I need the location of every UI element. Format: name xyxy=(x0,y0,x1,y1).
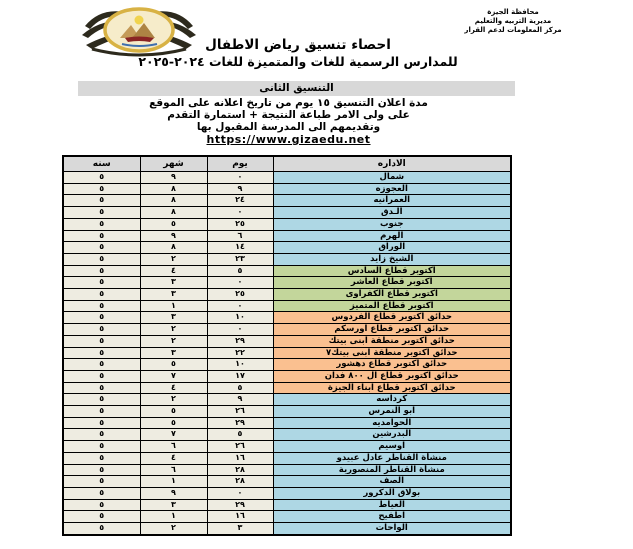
table-row xyxy=(63,347,511,359)
admin-cell: الـدق xyxy=(273,207,511,219)
notice-line-3: وتقديمهم الى المدرسة المقبول بها xyxy=(196,121,381,133)
month-cell: ٨ xyxy=(140,183,207,195)
year-cell: ٥ xyxy=(63,183,140,195)
month-cell: ٣ xyxy=(140,289,207,301)
table-row xyxy=(63,452,511,464)
table-row xyxy=(63,324,511,336)
year-cell: ٥ xyxy=(63,370,140,382)
org-header xyxy=(448,8,578,35)
admin-cell: حدائق اكتوبر منطقة ابنى بيتك xyxy=(273,335,511,347)
year-cell: ٥ xyxy=(63,265,140,277)
year-cell: ٥ xyxy=(63,300,140,312)
admin-cell: العمرانيه xyxy=(273,195,511,207)
day-cell: ٢٣ xyxy=(207,253,273,265)
day-cell: ٠ xyxy=(207,277,273,289)
table-row xyxy=(63,242,511,254)
table-row xyxy=(63,289,511,301)
table-row xyxy=(63,429,511,441)
month-cell: ٨ xyxy=(140,207,207,219)
org-line-governorate: محافظة الجيزة xyxy=(487,8,539,16)
month-cell: ٣ xyxy=(140,499,207,511)
admin-cell: الوراق xyxy=(273,242,511,254)
day-cell: ٥ xyxy=(207,265,273,277)
month-cell: ١ xyxy=(140,300,207,312)
admin-cell: حدائق اكتوبر قطاع ابناء الجيزة xyxy=(273,382,511,394)
month-cell: ٨ xyxy=(140,195,207,207)
month-cell: ٩ xyxy=(140,487,207,499)
year-cell: ٥ xyxy=(63,172,140,184)
year-cell: ٥ xyxy=(63,335,140,347)
admin-cell: حدائق اكتوبر قطاع ال ٨٠٠ فدان xyxy=(273,370,511,382)
admin-cell: العياط xyxy=(273,499,511,511)
table-row xyxy=(63,370,511,382)
header-day: يوم xyxy=(207,156,273,172)
year-cell: ٥ xyxy=(63,406,140,418)
year-cell: ٥ xyxy=(63,312,140,324)
month-cell: ٤ xyxy=(140,452,207,464)
admin-cell: الواحات xyxy=(273,523,511,535)
year-cell: ٥ xyxy=(63,429,140,441)
year-cell: ٥ xyxy=(63,487,140,499)
month-cell: ٧ xyxy=(140,370,207,382)
day-cell: ١٠ xyxy=(207,312,273,324)
table-body xyxy=(63,172,511,535)
month-cell: ٩ xyxy=(140,230,207,242)
admin-cell: اطفيح xyxy=(273,511,511,523)
table-row xyxy=(63,499,511,511)
notice-line-2: على ولى الامر طباعة النتيجة + استمارة التقدم xyxy=(167,109,410,121)
day-cell: ٢٢ xyxy=(207,347,273,359)
month-cell: ٨ xyxy=(140,242,207,254)
month-cell: ١ xyxy=(140,476,207,488)
table-row xyxy=(63,417,511,429)
notice-block xyxy=(62,97,515,146)
table-row xyxy=(63,265,511,277)
day-cell: ٥ xyxy=(207,382,273,394)
table-row xyxy=(63,312,511,324)
year-cell: ٥ xyxy=(63,242,140,254)
year-cell: ٥ xyxy=(63,253,140,265)
org-line-center: مركز المعلومات لدعم القرار xyxy=(464,26,562,34)
admin-cell: ابو النمرس xyxy=(273,406,511,418)
year-cell: ٥ xyxy=(63,277,140,289)
day-cell: ٠ xyxy=(207,207,273,219)
month-cell: ٤ xyxy=(140,265,207,277)
day-cell: ١٤ xyxy=(207,242,273,254)
month-cell: ٩ xyxy=(140,172,207,184)
gizaedu-link[interactable]: https://www.gizaedu.net xyxy=(206,133,371,146)
month-cell: ٣ xyxy=(140,312,207,324)
admin-cell: البدرشين xyxy=(273,429,511,441)
day-cell: ٢٥ xyxy=(207,218,273,230)
day-cell: ٠ xyxy=(207,172,273,184)
day-cell: ٢٦ xyxy=(207,406,273,418)
month-cell: ١ xyxy=(140,511,207,523)
month-cell: ٥ xyxy=(140,359,207,371)
day-cell: ٢٩ xyxy=(207,335,273,347)
admin-cell: اكتوبر قطاع السادس xyxy=(273,265,511,277)
admin-cell: حدائق اكتوبر قطاع اورسكم xyxy=(273,324,511,336)
month-cell: ٥ xyxy=(140,218,207,230)
notice-line-1: مدة اعلان التنسيق ١٥ يوم من تاريخ اعلانه على الموقع xyxy=(149,97,428,109)
table-row xyxy=(63,511,511,523)
table-row xyxy=(63,230,511,242)
admin-cell: شمال xyxy=(273,172,511,184)
day-cell: ٠ xyxy=(207,487,273,499)
coordination-phase-banner: التنسيق الثانى xyxy=(78,81,515,96)
day-cell: ٠ xyxy=(207,324,273,336)
month-cell: ٢ xyxy=(140,523,207,535)
year-cell: ٥ xyxy=(63,218,140,230)
table-row xyxy=(63,183,511,195)
year-cell: ٥ xyxy=(63,476,140,488)
day-cell: ٦ xyxy=(207,230,273,242)
year-cell: ٥ xyxy=(63,511,140,523)
admin-cell: الصف xyxy=(273,476,511,488)
month-cell: ٢ xyxy=(140,324,207,336)
day-cell: ٩ xyxy=(207,183,273,195)
year-cell: ٥ xyxy=(63,324,140,336)
day-cell: ١٦ xyxy=(207,511,273,523)
table-row xyxy=(63,335,511,347)
org-line-directorate: مديرية التربيه والتعليم xyxy=(474,17,552,25)
year-cell: ٥ xyxy=(63,382,140,394)
table-header-row xyxy=(63,156,511,172)
day-cell: ٢٩ xyxy=(207,417,273,429)
table-row xyxy=(63,406,511,418)
year-cell: ٥ xyxy=(63,394,140,406)
year-cell: ٥ xyxy=(63,230,140,242)
month-cell: ٧ xyxy=(140,429,207,441)
year-cell: ٥ xyxy=(63,347,140,359)
table-row xyxy=(63,277,511,289)
table-row xyxy=(63,441,511,453)
admin-cell: اكتوبر قطاع المتميز xyxy=(273,300,511,312)
admin-cell: جنوب xyxy=(273,218,511,230)
table-row xyxy=(63,394,511,406)
table-row xyxy=(63,300,511,312)
month-cell: ٢ xyxy=(140,253,207,265)
header-year: سنه xyxy=(63,156,140,172)
year-cell: ٥ xyxy=(63,464,140,476)
month-cell: ٢ xyxy=(140,335,207,347)
year-cell: ٥ xyxy=(63,499,140,511)
day-cell: ٩ xyxy=(207,394,273,406)
year-cell: ٥ xyxy=(63,417,140,429)
header-admin: الاداره xyxy=(273,156,511,172)
year-cell: ٥ xyxy=(63,452,140,464)
table-row xyxy=(63,487,511,499)
admin-cell: بولاق الدكرور xyxy=(273,487,511,499)
table-row xyxy=(63,207,511,219)
admin-cell: الحوامديه xyxy=(273,417,511,429)
admin-cell: الهرم xyxy=(273,230,511,242)
admin-cell: حدائق اكتوبر منطقة ابنى بيتك٧ xyxy=(273,347,511,359)
year-cell: ٥ xyxy=(63,207,140,219)
admin-cell: العجوزه xyxy=(273,183,511,195)
table-row xyxy=(63,359,511,371)
day-cell: ٢٩ xyxy=(207,499,273,511)
sun-icon xyxy=(135,16,144,25)
day-cell: ٥ xyxy=(207,429,273,441)
day-cell: ٢٥ xyxy=(207,289,273,301)
day-cell: ١٧ xyxy=(207,370,273,382)
day-cell: ٢٦ xyxy=(207,441,273,453)
admin-cell: كرداسه xyxy=(273,394,511,406)
day-cell: ٢٨ xyxy=(207,476,273,488)
table-row xyxy=(63,172,511,184)
day-cell: ٣ xyxy=(207,523,273,535)
admin-cell: حدائق اكتوبر قطاع الفردوس xyxy=(273,312,511,324)
coordination-table xyxy=(62,155,512,536)
report-title-line2: للمدارس الرسمية للغات والمتميزة للغات ٢٠٢٤-٢٠٢٥ xyxy=(138,54,458,69)
table-row xyxy=(63,476,511,488)
day-cell: ٠ xyxy=(207,300,273,312)
admin-cell: الشيخ زايد xyxy=(273,253,511,265)
month-cell: ٢ xyxy=(140,394,207,406)
admin-cell: اكتوبر قطاع العاشر xyxy=(273,277,511,289)
day-cell: ١٠ xyxy=(207,359,273,371)
header-month: شهر xyxy=(140,156,207,172)
day-cell: ٢٨ xyxy=(207,464,273,476)
month-cell: ٥ xyxy=(140,417,207,429)
table-row xyxy=(63,523,511,535)
table-row xyxy=(63,382,511,394)
year-cell: ٥ xyxy=(63,523,140,535)
table-row xyxy=(63,195,511,207)
day-cell: ١٦ xyxy=(207,452,273,464)
year-cell: ٥ xyxy=(63,359,140,371)
admin-cell: منشأة القناطر عادل عبيدو xyxy=(273,452,511,464)
month-cell: ٤ xyxy=(140,382,207,394)
year-cell: ٥ xyxy=(63,441,140,453)
admin-cell: منشأة القناطر المنصورية xyxy=(273,464,511,476)
month-cell: ٦ xyxy=(140,441,207,453)
table-row xyxy=(63,253,511,265)
month-cell: ٣ xyxy=(140,347,207,359)
year-cell: ٥ xyxy=(63,289,140,301)
report-title-line1: احصاء تنسيق رياض الاطفال xyxy=(205,37,391,53)
month-cell: ٣ xyxy=(140,277,207,289)
table-row xyxy=(63,218,511,230)
admin-cell: اوسيم xyxy=(273,441,511,453)
admin-cell: حدائق اكتوبر قطاع دهشور xyxy=(273,359,511,371)
month-cell: ٦ xyxy=(140,464,207,476)
year-cell: ٥ xyxy=(63,195,140,207)
admin-cell: اكتوبر قطاع الكفراوى xyxy=(273,289,511,301)
day-cell: ٢٤ xyxy=(207,195,273,207)
month-cell: ٥ xyxy=(140,406,207,418)
table-row xyxy=(63,464,511,476)
